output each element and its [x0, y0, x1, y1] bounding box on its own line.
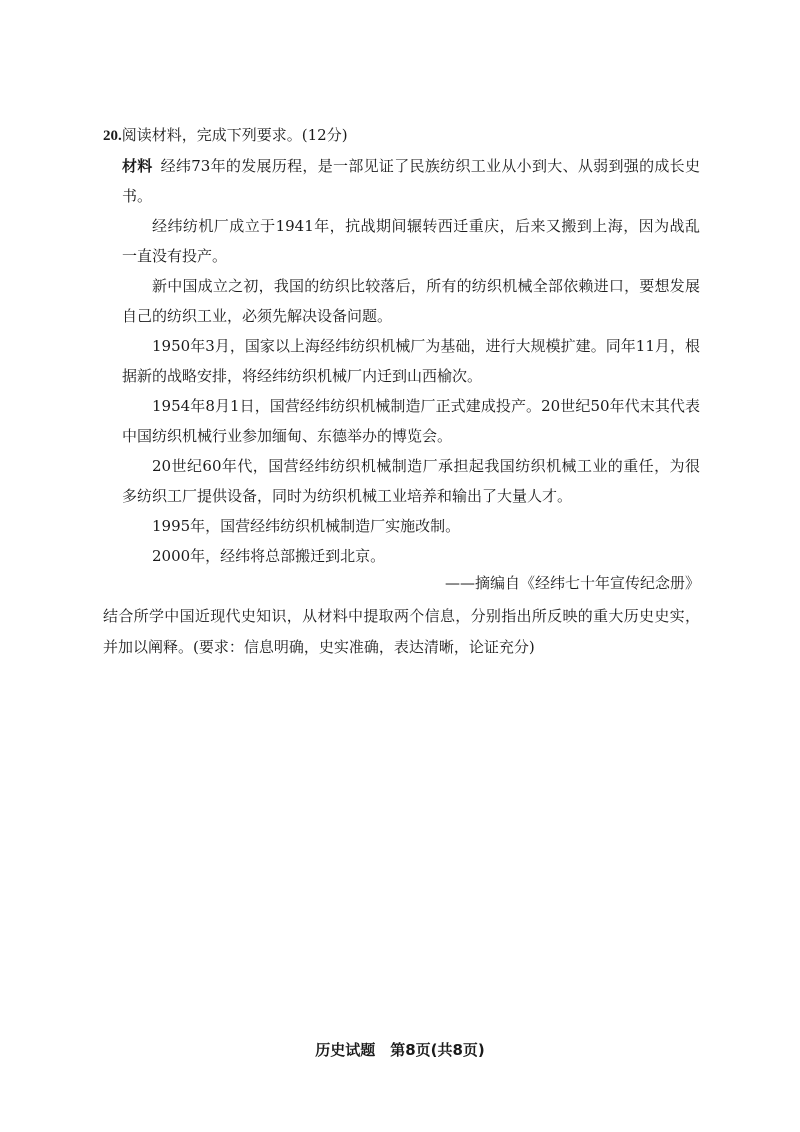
- question-requirement: 结合所学中国近现代史知识，从材料中提取两个信息，分别指出所反映的重大历史史实，并加以阐释。(要求：信息明确，史实准确，表达清晰，论证充分): [103, 607, 700, 656]
- material-source: ——摘编自《经纬七十年宣传纪念册》: [444, 574, 700, 592]
- question-header: [103, 124, 348, 147]
- material-paragraph-4: 1950年3月，国家以上海经纬纺织机械厂为基础，进行大规模扩建。同年11月，根据新的战略安排，将经纬纺织机械厂内迁到山西榆次。: [122, 337, 700, 385]
- material-paragraph-3: 新中国成立之初，我国的纺织比较落后，所有的纺织机械全部依赖进口，要想发展自己的纺织工业，必须先解决设备问题。: [122, 277, 700, 325]
- material-block: [122, 151, 700, 571]
- material-paragraph-6: 20世纪60年代，国营经纬纺织机械制造厂承担起我国纺织机械工业的重任，为很多纺织工厂提供设备，同时为纺织机械工业培养和输出了大量人才。: [122, 457, 700, 505]
- material-paragraph-2: 经纬纺机厂成立于1941年，抗战期间辗转西迁重庆，后来又搬到上海，因为战乱一直没有投产。: [122, 217, 700, 265]
- material-paragraph-1: [122, 151, 700, 211]
- material-paragraph-7: 1995年，国营经纬纺织机械制造厂实施改制。: [152, 517, 461, 535]
- material-label: 材料: [122, 157, 153, 175]
- question-number: 20.: [103, 128, 122, 144]
- material-paragraph-8: 2000年，经纬将总部搬迁到北京。: [152, 547, 386, 565]
- material-paragraph-5: 1954年8月1日，国营经纬纺织机械制造厂正式建成投产。20世纪50年代末其代表中国纺织机械行业参加缅甸、东德举办的博览会。: [122, 397, 700, 445]
- question-prompt: 阅读材料，完成下列要求。(12分): [121, 126, 348, 144]
- page-footer: 历史试题 第8页(共8页): [315, 1041, 485, 1059]
- material-text-1: 经纬73年的发展历程，是一部见证了民族纺织工业从小到大、从弱到强的成长史书。: [122, 157, 700, 205]
